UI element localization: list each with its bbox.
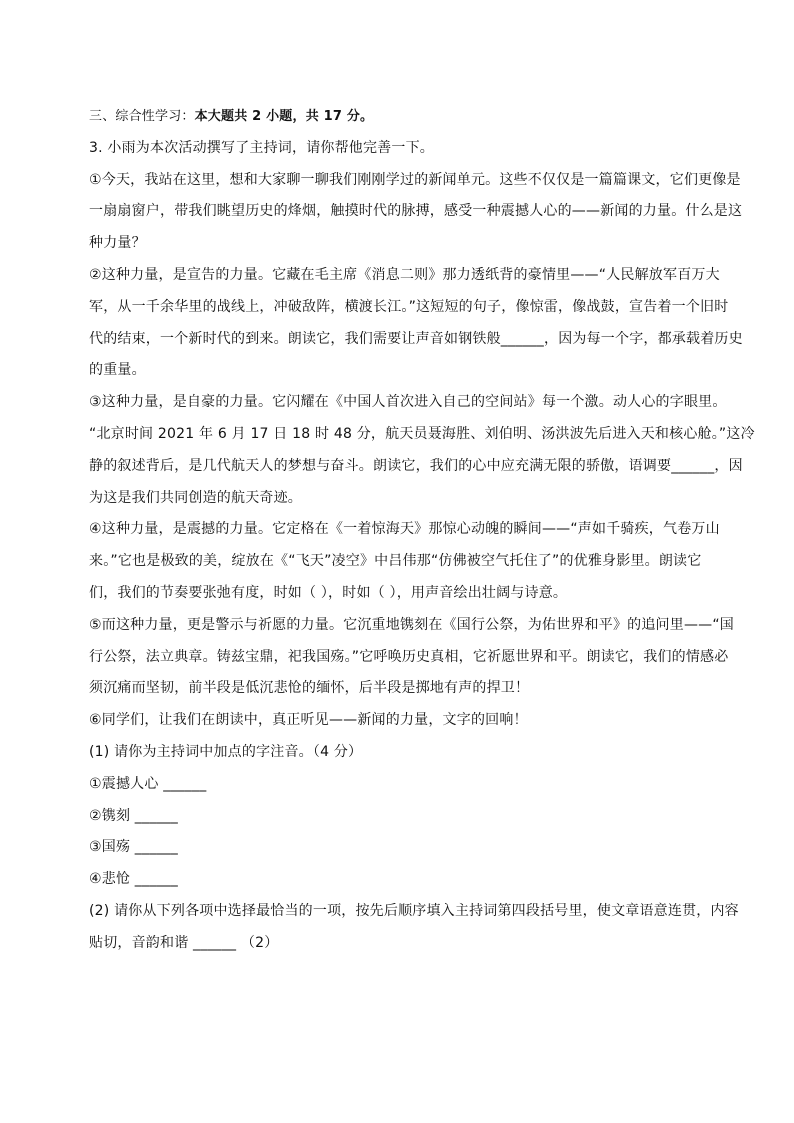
host-script bbox=[89, 165, 755, 737]
script-line: 须沉痛而坚韧，前半段是低沉悲怆的缅怀，后半段是掷地有声的捍卫！ bbox=[89, 680, 530, 697]
answer-blank-item: ③国殇 ______ bbox=[89, 839, 179, 856]
script-line: ②这种力量，是宣告的力量。它藏在毛主席《消息二则》那力透纸背的豪情里——“人民解放军百万大 bbox=[89, 266, 720, 283]
script-line: 来。”它也是极致的美，绽放在《“飞天”凌空》中吕伟那“仿佛被空气托住了”的优雅身影里。朗读它 bbox=[89, 553, 702, 570]
script-line: 军，从一千余华里的战线上，冲破敌阵，横渡长江。”这短短的句子，像惊雷，像战鼓，宣告着一个旧时 bbox=[89, 298, 729, 315]
script-line: 为这是我们共同创造的航天奇迹。 bbox=[89, 489, 302, 506]
script-line: 种力量？ bbox=[89, 235, 146, 252]
script-line: ③这种力量，是自豪的力量。它闪耀在《中国人首次进入自己的空间站》每一个激。动人心的字眼里。 bbox=[89, 394, 727, 411]
script-line: 静的叙述背后，是几代航天人的梦想与奋斗。朗读它，我们的心中应充满无限的骄傲，语调要______，因 bbox=[89, 457, 743, 474]
answer-blank-item: ④悲怆 ______ bbox=[89, 871, 179, 888]
script-line: 一扇扇窗户，带我们眺望历史的烽烟，触摸时代的脉搏，感受一种震撼人心的——新闻的力量。什么是这 bbox=[89, 203, 743, 220]
answer-blank-item: ②镌刻 ______ bbox=[89, 807, 179, 824]
section-heading-score: 本大题共 2 小题，共 17 分。 bbox=[194, 109, 374, 124]
answer-blank-item: ①震撼人心 ______ bbox=[89, 775, 207, 792]
subquestion-2-line: 贴切，音韵和谐 ______ （2） bbox=[89, 934, 279, 951]
script-line: “北京时间 2021 年 6 月 17 日 18 时 48 分，航天员聂海胜、刘伯明、汤洪波先后进入天和核心舱。”这冷 bbox=[89, 425, 755, 442]
section-heading bbox=[89, 101, 721, 133]
subquestion-1-title: (1) 请你为主持词中加点的字注音。（4 分） bbox=[89, 743, 363, 760]
script-line: 的重量。 bbox=[89, 362, 146, 379]
script-line: 行公祭，法立典章。铸兹宝鼎，祀我国殇。”它呼唤历史真相，它祈愿世界和平。朗读它，我们的情感必 bbox=[89, 648, 729, 665]
section-heading-prefix: 三、综合性学习： bbox=[89, 109, 195, 124]
script-line: ⑥同学们，让我们在朗读中，真正听见——新闻的力量，文字的回响！ bbox=[89, 712, 528, 729]
question-intro: 3. 小雨为本次活动撰写了主持词，请你帮他完善一下。 bbox=[89, 139, 435, 156]
script-line: ⑤而这种力量，更是警示与祈愿的力量。它沉重地镌刻在《国行公祭，为佑世界和平》的追问里——“国 bbox=[89, 616, 735, 633]
subquestion-2-line: (2) 请你从下列各项中选择最恰当的一项，按先后顺序填入主持词第四段括号里，使文章语意连贯，内容 bbox=[89, 902, 739, 919]
script-line: ④这种力量，是震撼的力量。它定格在《一着惊海天》那惊心动魄的瞬间——“声如千骑疾，气卷万山 bbox=[89, 521, 720, 538]
document-content bbox=[89, 101, 755, 960]
script-line: ①今天，我站在这里，想和大家聊一聊我们刚刚学过的新闻单元。这些不仅仅是一篇篇课文，它们更像是 bbox=[89, 171, 741, 188]
script-line: 们，我们的节奏要张弛有度，时如（ ），时如（ ），用声音绘出壮阔与诗意。 bbox=[89, 584, 568, 601]
script-line: 代的结束，一个新时代的到来。朗读它，我们需要让声音如钢铁般______，因为每一个字，都承载着历史 bbox=[89, 330, 743, 347]
